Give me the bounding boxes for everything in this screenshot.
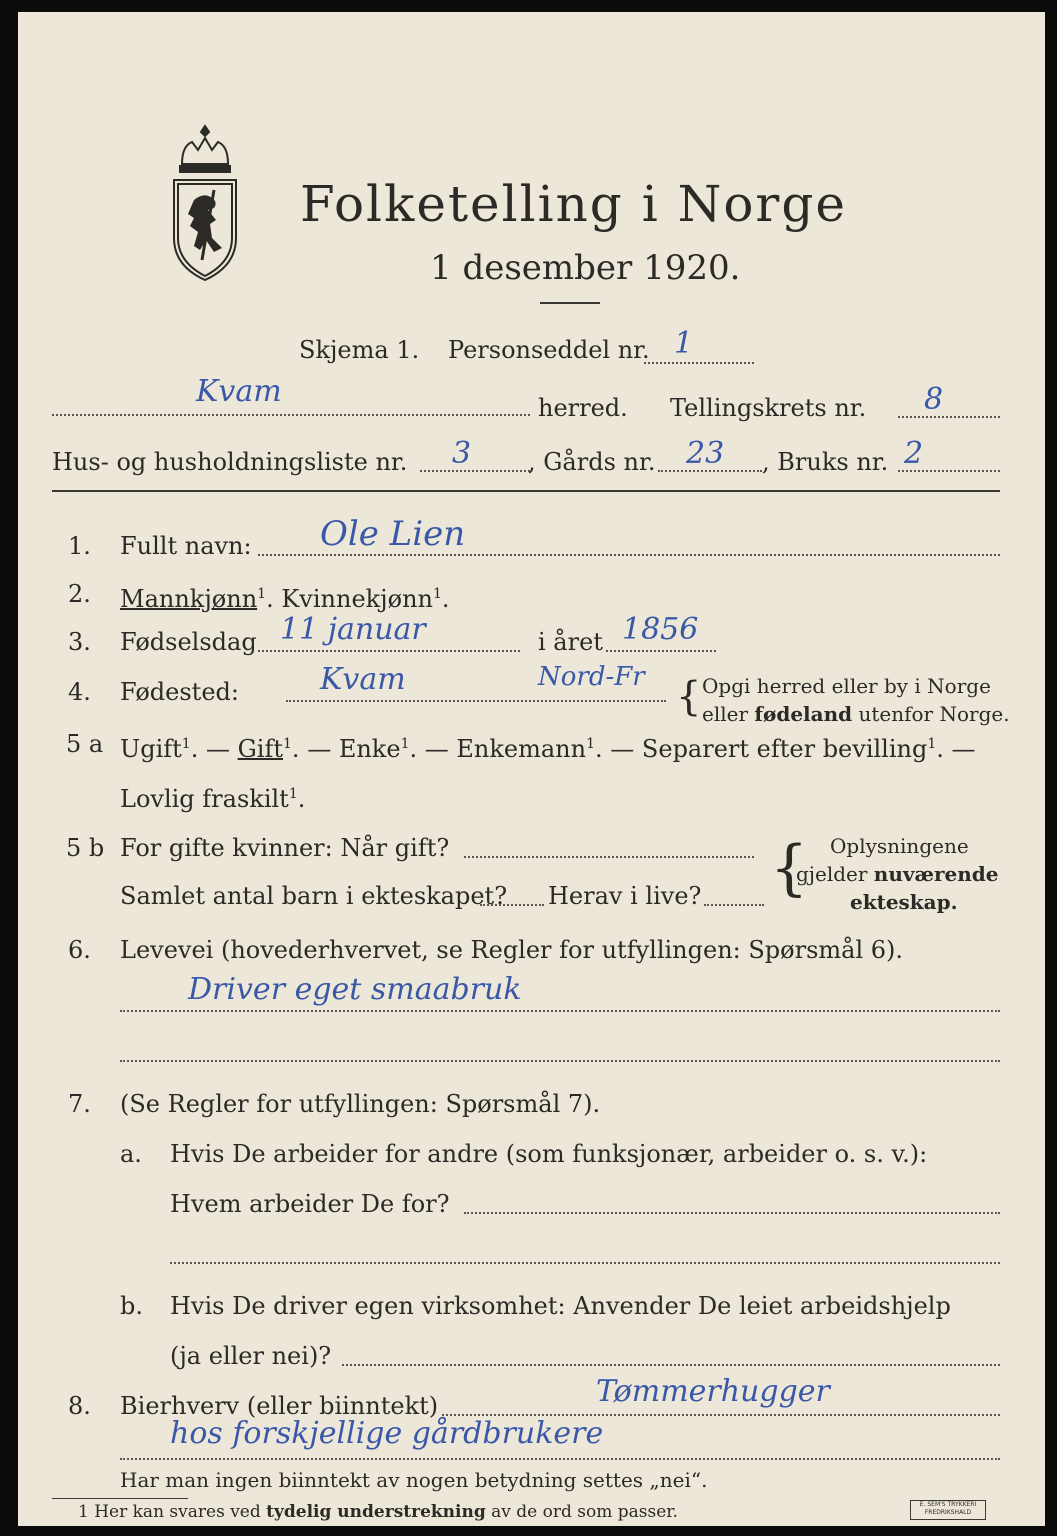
footnote: 1 Her kan svares ved tydelig understrekning av de ord som passer.	[78, 1502, 678, 1522]
q7a-text: Hvis De arbeider for andre (som funksjonær, arbeider o. s. v.):	[170, 1140, 928, 1168]
q8-line-2	[120, 1458, 1000, 1460]
q7a-question: Hvem arbeider De for?	[170, 1190, 450, 1218]
enke-option[interactable]: Enke	[338, 735, 401, 763]
personseddel-value[interactable]: 1	[674, 326, 694, 361]
q4-brace: {	[676, 674, 702, 720]
male-option[interactable]: Mannkjønn	[120, 585, 258, 613]
q6-label: Levevei (hovederhvervet, se Regler for utfyllingen: Spørsmål 6).	[120, 936, 904, 964]
q5b-brace: {	[770, 833, 809, 903]
enkemann-option[interactable]: Enkemann	[456, 735, 587, 763]
hus-label: Hus- og husholdningsliste nr.	[52, 448, 408, 476]
herred-label: herred.	[538, 394, 628, 422]
q7b-question: (ja eller nei)?	[170, 1342, 332, 1370]
q7b-number: b.	[120, 1292, 143, 1320]
q7a-line-2	[170, 1262, 1000, 1264]
bleed-through-text	[948, 90, 954, 114]
q3-day-line	[258, 650, 520, 652]
q3-label: Fødselsdag	[120, 628, 257, 656]
q1-number: 1.	[68, 532, 91, 560]
footnote-divider	[52, 1498, 188, 1499]
birth-place-value[interactable]: Kvam	[320, 662, 406, 697]
q7-number: 7.	[68, 1090, 91, 1118]
q5b-label-1: For gifte kvinner: Når gift?	[120, 834, 450, 862]
birth-county-value[interactable]: Nord-Fr	[538, 662, 645, 692]
q4-line	[286, 700, 666, 702]
side-occupation-value-2[interactable]: hos forskjellige gårdbrukere	[170, 1416, 604, 1451]
bruks-value[interactable]: 2	[904, 436, 924, 471]
birth-year-value[interactable]: 1856	[622, 612, 699, 647]
q5a-number: 5 a	[66, 730, 104, 758]
q8-number: 8.	[68, 1392, 91, 1420]
q7-label: (Se Regler for utfyllingen: Spørsmål 7).	[120, 1090, 601, 1118]
ugift-option[interactable]: Ugift	[120, 735, 182, 763]
q5b-children-line	[480, 904, 544, 906]
q6-line-1	[120, 1010, 1000, 1012]
q4-label: Fødested:	[120, 678, 239, 706]
q5a-options: Ugift$^1$. — Gift$^1$. — Enke$^1$. — Enkemann$^1$. — Separert efter bevilling$^1$. —	[120, 735, 976, 763]
gards-value[interactable]: 23	[686, 436, 725, 471]
tellingskrets-label: Tellingskrets nr.	[670, 394, 867, 422]
q5b-note-3: ekteskap.	[850, 890, 958, 914]
herred-line	[52, 414, 530, 416]
q5b-number: 5 b	[66, 834, 105, 862]
title-divider	[540, 302, 600, 304]
hus-value[interactable]: 3	[452, 436, 472, 471]
census-date: 1 desember 1920.	[430, 248, 741, 288]
norwegian-lion-coat-of-arms-icon	[168, 120, 242, 290]
full-name-value[interactable]: Ole Lien	[320, 514, 466, 554]
q4-note-2: eller fødeland utenfor Norge.	[702, 702, 1010, 726]
female-option[interactable]: Kvinnekjønn	[281, 585, 433, 613]
q3-year-line	[606, 650, 716, 652]
separert-option[interactable]: Separert efter bevilling	[641, 735, 928, 763]
q5b-label-3: Herav i live?	[548, 882, 702, 910]
hus-line	[420, 470, 530, 472]
q3-number: 3.	[68, 628, 91, 656]
gards-label: , Gårds nr.	[528, 448, 656, 476]
bruks-label: , Bruks nr.	[762, 448, 889, 476]
census-form	[18, 12, 1045, 1526]
personseddel-line	[644, 362, 754, 364]
q5b-note-1: Oplysningene	[830, 834, 969, 858]
q5b-note-2: gjelder nuværende	[796, 862, 999, 886]
q7a-line-1	[464, 1212, 1000, 1214]
q4-note-1: Opgi herred eller by i Norge	[702, 674, 991, 698]
tellingskrets-value[interactable]: 8	[924, 382, 944, 417]
q2-sex-options: Mannkjønn$^1$. Kvinnekjønn$^1$.	[120, 585, 450, 613]
fraskilt-option[interactable]: Lovlig fraskilt$^1$.	[120, 785, 306, 813]
q7b-line	[342, 1364, 1000, 1366]
q6-number: 6.	[68, 936, 91, 964]
herred-value[interactable]: Kvam	[196, 374, 282, 409]
q8-label: Bierhverv (eller biinntekt)	[120, 1392, 439, 1420]
printer-mark: E. SEM'S TRYKKERI FREDRIKSHALD	[910, 1500, 986, 1520]
occupation-value[interactable]: Driver eget smaabruk	[188, 972, 522, 1007]
q5b-label-2: Samlet antal barn i ekteskapet?	[120, 882, 508, 910]
q4-number: 4.	[68, 678, 91, 706]
personseddel-label: Personseddel nr.	[448, 336, 650, 364]
q1-label: Fullt navn:	[120, 532, 252, 560]
header-divider	[52, 490, 1000, 492]
birth-day-value[interactable]: 11 januar	[280, 612, 426, 647]
q3-year-label: i året	[538, 628, 603, 656]
gift-option[interactable]: Gift	[237, 735, 283, 763]
q6-line-2	[120, 1060, 1000, 1062]
q5b-alive-line	[704, 904, 764, 906]
q7a-number: a.	[120, 1140, 142, 1168]
q7b-text: Hvis De driver egen virksomhet: Anvender De leiet arbeidshjelp	[170, 1292, 951, 1320]
tellingskrets-line	[898, 416, 1000, 418]
q8-note: Har man ingen biinntekt av nogen betydning settes „nei“.	[120, 1468, 708, 1492]
skjema-label: Skjema 1.	[299, 336, 420, 364]
q5b-married-line	[464, 856, 754, 858]
q1-line	[258, 554, 1000, 556]
q2-number: 2.	[68, 580, 91, 608]
side-occupation-value[interactable]: Tømmerhugger	[596, 1374, 830, 1409]
page-title: Folketelling i Norge	[300, 175, 847, 233]
